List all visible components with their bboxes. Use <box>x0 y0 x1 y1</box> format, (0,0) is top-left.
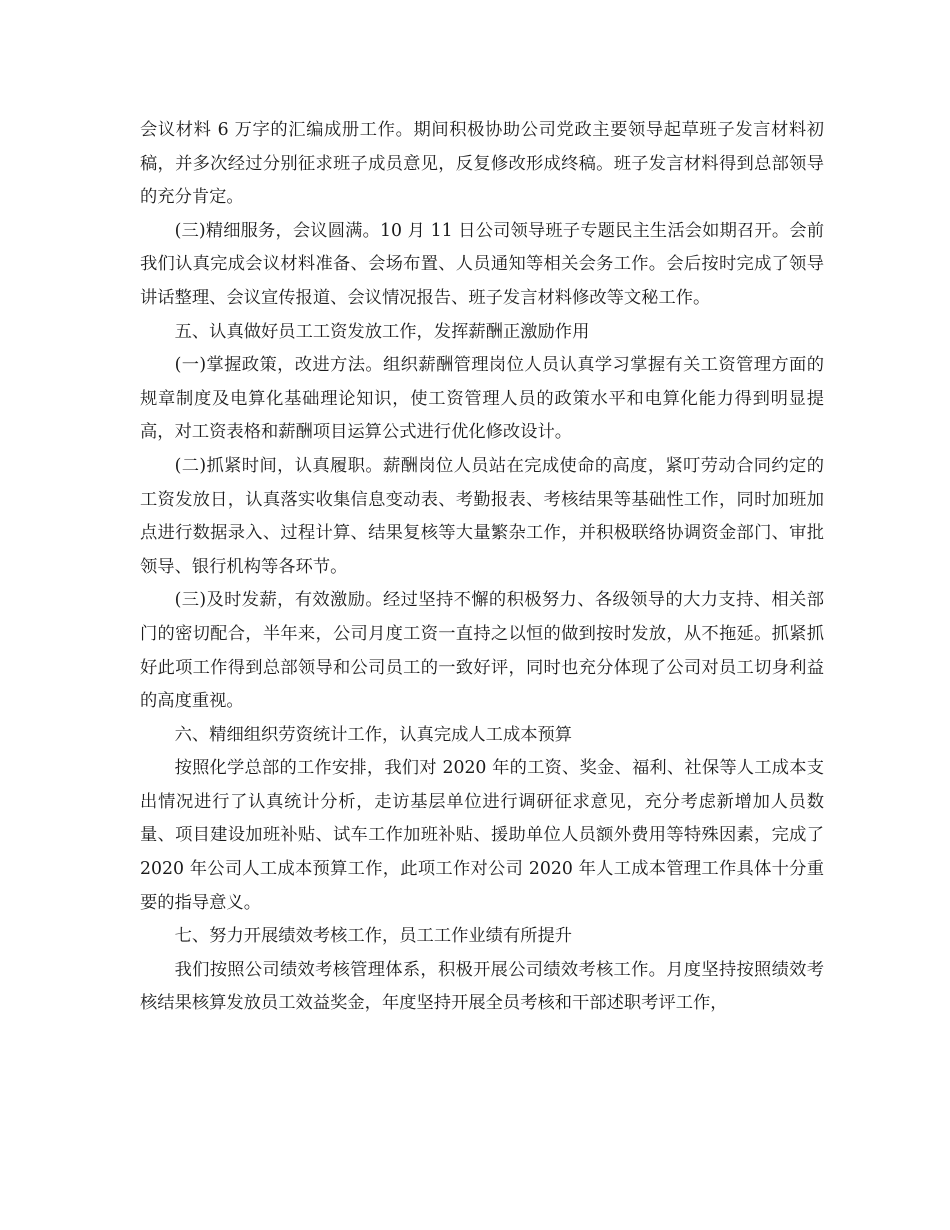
paragraph-performance-review: 我们按照公司绩效考核管理体系，积极开展公司绩效考核工作。月度坚持按照绩效考核结果核算发放员工效益奖金，年度坚持开展全员考核和干部述职考评工作， <box>140 959 824 1014</box>
section-heading-seven: 七、努力开展绩效考核工作，员工工作业绩有所提升 <box>174 926 573 947</box>
paragraph-policy-method: (一)掌握政策，改进方法。组织薪酬管理岗位人员认真学习掌握有关工资管理方面的规章制度及电算化基础理论知识，使工资管理人员的政策水平和电算化能力得到明显提高，对工资表格和薪酬项目运算公式进行优化修改设计。 <box>140 355 824 443</box>
document-page <box>140 114 824 1021</box>
paragraph-timely-payment: (三)及时发薪，有效激励。经过坚持不懈的积极努力、各级领导的大力支持、相关部门的密切配合，半年来，公司月度工资一直持之以恒的做到按时发放，从不拖延。抓紧抓好此项工作得到总部领导和公司员工的一致好评，同时也充分体现了公司对员工切身利益的高度重视。 <box>140 590 824 712</box>
section-heading-five: 五、认真做好员工工资发放工作，发挥薪酬正激励作用 <box>174 321 590 342</box>
paragraph-materials-compilation: 会议材料 6 万字的汇编成册工作。期间积极协助公司党政主要领导起草班子发言材料初稿，并多次经过分别征求班子成员意见，反复修改形成终稿。班子发言材料得到总部领导的充分肯定。 <box>140 120 824 208</box>
paragraph-meeting-service: (三)精细服务，会议圆满。10 月 11 日公司领导班子专题民主生活会如期召开。会前我们认真完成会议材料准备、会场布置、人员通知等相关会务工作。会后按时完成了领导讲话整理、会议宣传报道、会议情况报告、班子发言材料修改等文秘工作。 <box>140 220 824 308</box>
paragraph-labor-cost-budget: 按照化学总部的工作安排，我们对 2020 年的工资、奖金、福利、社保等人工成本支出情况进行了认真统计分析，走访基层单位进行调研征求意见，充分考虑新增加人员数量、项目建设加班补贴、试车工作加班补贴、援助单位人员额外费用等特殊因素，完成了 2020 年公司人工成本预算工作，此项工作对公司 2020 年人工成本管理工作具体十分重要的指导意义。 <box>140 758 824 913</box>
section-heading-six: 六、精细组织劳资统计工作，认真完成人工成本预算 <box>174 724 573 745</box>
paragraph-time-duty: (二)抓紧时间，认真履职。薪酬岗位人员站在完成使命的高度，紧叮劳动合同约定的工资发放日，认真落实收集信息变动表、考勤报表、考核结果等基础性工作，同时加班加点进行数据录入、过程计算、结果复核等大量繁杂工作，并积极联络协调资金部门、审批领导、银行机构等各环节。 <box>140 455 824 577</box>
